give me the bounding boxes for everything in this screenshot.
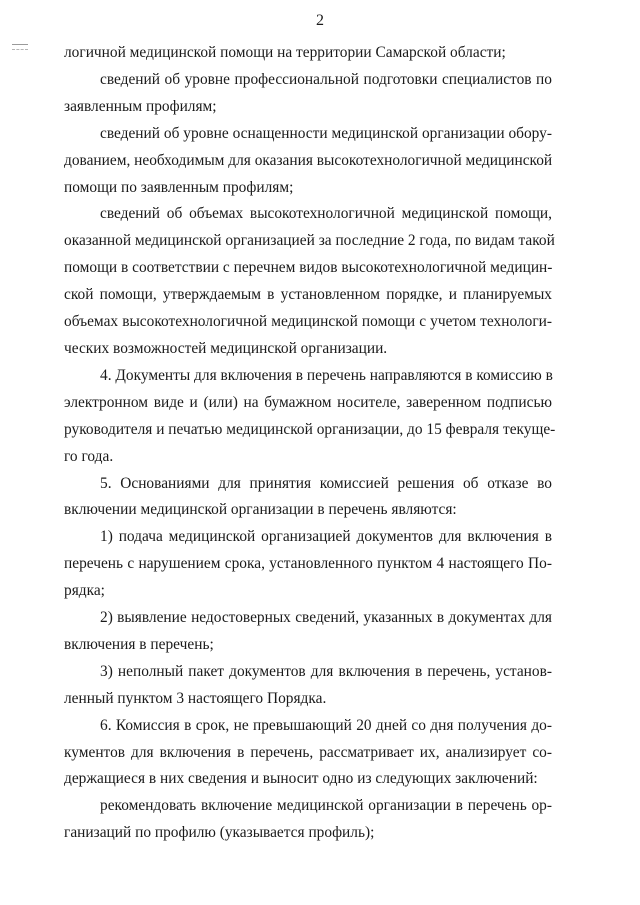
text-line: сведений об объемах высокотехнологичной медицинской помощи, <box>100 205 552 223</box>
text-line: заявленным профилям; <box>64 97 217 115</box>
paragraph-clause-6 <box>64 713 552 794</box>
text-line: помощи в соответствии с перечнем видов высокотехнологичной медицин- <box>64 259 553 277</box>
paragraph-item-3 <box>64 659 552 713</box>
text-line: включении медицинской организации в перечень являются: <box>64 501 457 519</box>
text-line: объемах высокотехнологичной медицинской помощи с учетом технологи- <box>64 313 552 331</box>
text-line: ской помощи, утверждаемым в установленном порядке, и планируемых <box>64 286 552 304</box>
paragraph-item-1 <box>64 524 552 605</box>
text-line: го года. <box>64 447 114 465</box>
text-line: руководителя и печатью медицинской организации, до 15 февраля текуще- <box>64 420 556 438</box>
paragraph-conclusion-1 <box>64 793 552 847</box>
text-line: ганизаций по профилю (указывается профиль); <box>64 824 375 842</box>
text-line: рядка; <box>64 582 105 600</box>
text-line: держащиеся в них сведения и выносит одно из следующих заключений: <box>64 770 538 788</box>
paragraph-3 <box>64 121 552 202</box>
text-line: электронном виде и (или) на бумажном носителе, заверенном подписью <box>64 393 552 411</box>
paragraph-clause-4 <box>64 363 556 471</box>
text-line: 1) подача медицинской организацией документов для включения в <box>100 528 552 546</box>
paragraph-4 <box>64 201 555 362</box>
text-line: 3) неполный пакет документов для включения в перечень, установ- <box>100 662 552 680</box>
text-line: 4. Документы для включения в перечень направляются в комиссию в <box>100 366 553 384</box>
paragraph-1 <box>64 40 552 67</box>
text-line: рекомендовать включение медицинской организации в перечень ор- <box>100 797 552 815</box>
paragraph-item-2 <box>64 605 552 659</box>
paragraph-clause-5 <box>64 471 552 525</box>
document-body <box>64 40 556 847</box>
text-line: сведений об уровне профессиональной подготовки специалистов по <box>100 70 552 88</box>
text-line: 5. Основаниями для принятия комиссией решения об отказе во <box>100 474 552 492</box>
page-number: 2 <box>316 12 324 29</box>
text-line: ческих возможностей медицинской организации. <box>64 339 388 357</box>
text-line: ленный пунктом 3 настоящего Порядка. <box>64 689 327 707</box>
text-line: перечень с нарушением срока, установленного пунктом 4 настоящего По- <box>64 555 552 573</box>
text-line: сведений об уровне оснащенности медицинской организации обору- <box>100 124 552 142</box>
text-line: кументов для включения в перечень, рассматривает их, анализирует со- <box>64 743 552 761</box>
text-line: помощи по заявленным профилям; <box>64 178 294 196</box>
paragraph-2 <box>64 67 552 121</box>
text-line: дованием, необходимым для оказания высокотехнологичной медицинской <box>64 151 553 169</box>
text-line: 6. Комиссия в срок, не превышающий 20 дней со дня получения до- <box>100 716 552 734</box>
scan-artifact-mark <box>12 44 28 50</box>
text-line: логичной медицинской помощи на территории Самарской области; <box>64 44 506 61</box>
text-line: оказанной медицинской организацией за последние 2 года, по видам такой <box>64 232 555 250</box>
text-line: 2) выявление недостоверных сведений, указанных в документах для <box>100 609 552 627</box>
text-line: включения в перечень; <box>64 635 214 653</box>
